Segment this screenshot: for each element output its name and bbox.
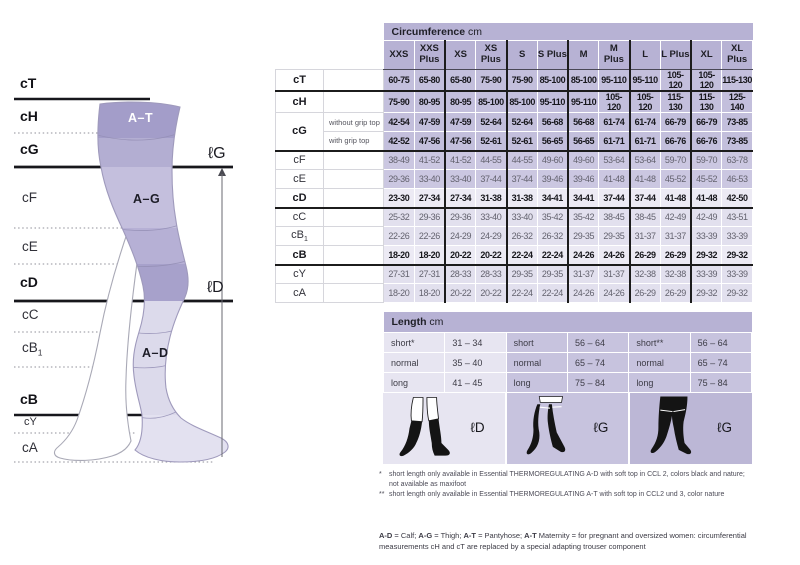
value-cell: 26-32 — [507, 227, 538, 246]
value-cell: 34-41 — [568, 189, 599, 208]
footnote: ** short length only available in Essential THERMOREGULATING A-T with soft top in CCL2 und 3, color nature — [379, 490, 725, 498]
value-cell: 63-78 — [722, 151, 753, 170]
value-cell: 29-36 — [445, 208, 476, 227]
value-cell: 35-42 — [537, 208, 568, 227]
value-cell: 38-45 — [630, 208, 661, 227]
value-cell: 24-29 — [445, 227, 476, 246]
row-sublabel-cC — [324, 208, 384, 227]
table-row-cT — [276, 70, 753, 92]
length-label-cell: long — [629, 373, 690, 393]
size-header-l: L — [630, 41, 661, 70]
value-cell: 80-95 — [414, 91, 445, 113]
value-cell: 37-44 — [476, 170, 507, 189]
value-cell: 39-46 — [568, 170, 599, 189]
length-marker-lD: ℓD — [207, 279, 224, 296]
value-cell: 61-74 — [630, 113, 661, 132]
value-cell: 47-56 — [445, 132, 476, 151]
table-row-cC — [276, 208, 753, 227]
value-cell: 42-52 — [384, 132, 415, 151]
value-cell: 41-52 — [445, 151, 476, 170]
region-label-AD: A–D — [142, 346, 169, 360]
size-header-xs-plus: XS Plus — [476, 41, 507, 70]
value-cell: 52-64 — [507, 113, 538, 132]
measure-label-cA: cA — [22, 440, 38, 455]
value-cell: 95-110 — [568, 91, 599, 113]
value-cell: 22-26 — [384, 227, 415, 246]
value-cell: 75-90 — [507, 70, 538, 92]
value-cell: 105-120 — [599, 91, 630, 113]
value-cell: 22-24 — [537, 246, 568, 265]
value-cell: 29-32 — [691, 246, 722, 265]
value-cell: 42-49 — [691, 208, 722, 227]
value-cell: 59-70 — [691, 151, 722, 170]
value-cell: 65-80 — [414, 70, 445, 92]
value-cell: 29-35 — [507, 265, 538, 284]
length-row — [384, 373, 752, 393]
value-cell: 28-33 — [445, 265, 476, 284]
value-cell: 85-100 — [568, 70, 599, 92]
size-header-xl: XL — [691, 41, 722, 70]
size-header-xxs-plus: XXS Plus — [414, 41, 445, 70]
value-cell: 28-33 — [476, 265, 507, 284]
value-cell: 29-32 — [691, 284, 722, 303]
value-cell: 45-52 — [691, 170, 722, 189]
value-cell: 61-71 — [599, 132, 630, 151]
value-cell: 24-29 — [476, 227, 507, 246]
value-cell: 95-110 — [599, 70, 630, 92]
value-cell: 65-80 — [445, 70, 476, 92]
value-cell: 23-30 — [384, 189, 415, 208]
value-cell: 56-68 — [537, 113, 568, 132]
row-label-cB: cB — [276, 246, 324, 265]
length-value-cell: 31 – 34 — [445, 333, 506, 353]
length-label-cell: normal — [506, 353, 567, 373]
table-row-cH — [276, 91, 753, 113]
value-cell: 105-120 — [660, 70, 691, 92]
row-label-cD: cD — [276, 189, 324, 208]
value-cell: 31-37 — [630, 227, 661, 246]
value-cell: 46-53 — [722, 170, 753, 189]
value-cell: 39-46 — [537, 170, 568, 189]
size-header-xs: XS — [445, 41, 476, 70]
value-cell: 42-49 — [660, 208, 691, 227]
value-cell: 115-130 — [691, 91, 722, 113]
value-cell: 24-26 — [599, 284, 630, 303]
value-cell: 27-31 — [414, 265, 445, 284]
value-cell: 60-75 — [384, 70, 415, 92]
value-cell: 20-22 — [476, 246, 507, 265]
value-cell: 61-71 — [630, 132, 661, 151]
value-cell: 41-48 — [691, 189, 722, 208]
value-cell: 26-29 — [660, 284, 691, 303]
value-cell: 59-70 — [660, 151, 691, 170]
length-label-cell: long — [384, 373, 445, 393]
length-value-cell: 65 – 74 — [567, 353, 628, 373]
value-cell: 26-32 — [537, 227, 568, 246]
value-cell: 33-40 — [445, 170, 476, 189]
size-header-m: M — [568, 41, 599, 70]
table-row-cD — [276, 189, 753, 208]
value-cell: 73-85 — [722, 132, 753, 151]
value-cell: 56-65 — [537, 132, 568, 151]
value-cell: 22-24 — [537, 284, 568, 303]
value-cell: 20-22 — [445, 284, 476, 303]
value-cell: 105-120 — [691, 70, 722, 92]
row-sublabel-cB — [324, 246, 384, 265]
value-cell: 56-68 — [568, 113, 599, 132]
value-cell: 18-20 — [414, 246, 445, 265]
value-cell: 53-64 — [599, 151, 630, 170]
row-label-cG-without-grip-top: cG — [276, 113, 324, 151]
value-cell: 37-44 — [599, 189, 630, 208]
footnote: * short length only available in Essential THERMOREGULATING A-D with soft top in CCL 2, colors black and nature; not available as maxifoot — [379, 471, 745, 488]
size-header-s-plus: S Plus — [537, 41, 568, 70]
value-cell: 66-76 — [660, 132, 691, 151]
size-header-s: S — [507, 41, 538, 70]
measure-label-cG: cG — [20, 141, 39, 157]
value-cell: 29-36 — [384, 170, 415, 189]
measure-label-cT: cT — [20, 75, 37, 91]
row-sublabel-cH — [324, 91, 384, 113]
length-image-pantyhose — [630, 393, 752, 464]
length-style-illustrations — [383, 393, 752, 464]
length-value-cell: 75 – 84 — [567, 373, 628, 393]
value-cell: 18-20 — [384, 246, 415, 265]
value-cell: 85-100 — [507, 91, 538, 113]
value-cell: 26-29 — [630, 246, 661, 265]
value-cell: 27-31 — [384, 265, 415, 284]
size-header-xl-plus: XL Plus — [722, 41, 753, 70]
region-label-AG: A–G — [133, 192, 161, 206]
row-sublabel-cE — [324, 170, 384, 189]
length-label-cell: short* — [384, 333, 445, 353]
value-cell: 37-44 — [630, 189, 661, 208]
value-cell: 66-76 — [691, 132, 722, 151]
length-label-cell: long — [506, 373, 567, 393]
value-cell: 47-56 — [414, 132, 445, 151]
value-cell: 24-26 — [568, 284, 599, 303]
value-cell: 22-26 — [414, 227, 445, 246]
row-sublabel-cT — [324, 70, 384, 92]
value-cell: 26-29 — [660, 246, 691, 265]
value-cell: 61-74 — [599, 113, 630, 132]
size-header-xxs: XXS — [384, 41, 415, 70]
value-cell: 29-32 — [722, 284, 753, 303]
value-cell: 29-36 — [414, 208, 445, 227]
value-cell: 42-54 — [384, 113, 415, 132]
value-cell: 105-120 — [630, 91, 661, 113]
value-cell: 41-48 — [660, 189, 691, 208]
value-cell: 66-79 — [660, 113, 691, 132]
value-cell: 33-40 — [414, 170, 445, 189]
value-cell: 24-26 — [568, 246, 599, 265]
footnotes — [379, 470, 755, 499]
row-sublabel-cF — [324, 151, 384, 170]
length-row — [384, 353, 752, 373]
knee-sock-silhouette-icon — [393, 396, 455, 461]
value-cell: 52-61 — [476, 132, 507, 151]
size-header-m-plus: M Plus — [599, 41, 630, 70]
measure-label-cH: cH — [20, 108, 38, 124]
measure-label-cB1: $cB_1$ — [22, 340, 43, 358]
value-cell: 25-32 — [384, 208, 415, 227]
value-cell: 125-140 — [722, 91, 753, 113]
length-measure-line — [218, 168, 226, 457]
value-cell: 31-38 — [476, 189, 507, 208]
value-cell: 18-20 — [384, 284, 415, 303]
length-label-cell: short** — [629, 333, 690, 353]
value-cell: 24-26 — [599, 246, 630, 265]
value-cell: 38-45 — [599, 208, 630, 227]
leg-diagram-illustration — [0, 0, 268, 530]
value-cell: 75-90 — [476, 70, 507, 92]
length-title: Length cm — [384, 312, 752, 333]
value-cell: 32-38 — [630, 265, 661, 284]
table-row-cG-without-grip-top — [276, 113, 753, 132]
value-cell: 44-55 — [476, 151, 507, 170]
row-sublabel-cA — [324, 284, 384, 303]
value-cell: 31-37 — [660, 227, 691, 246]
value-cell: 41-48 — [630, 170, 661, 189]
row-label-cE: cE — [276, 170, 324, 189]
value-cell: 32-38 — [660, 265, 691, 284]
row-sublabel-cD — [324, 189, 384, 208]
thigh-stocking-silhouette-icon — [517, 396, 579, 461]
value-cell: 26-29 — [630, 284, 661, 303]
row-label-cB1: $cB_1$ — [276, 227, 324, 246]
value-cell: 47-59 — [445, 113, 476, 132]
region-label-AT: A–T — [128, 111, 154, 125]
back-leg-shape — [54, 222, 145, 460]
value-cell: 22-24 — [507, 284, 538, 303]
circumference-table — [275, 23, 753, 303]
length-label-cell: normal — [629, 353, 690, 373]
value-cell: 37-44 — [507, 170, 538, 189]
length-image-thigh — [507, 393, 629, 464]
value-cell: 33-39 — [722, 265, 753, 284]
value-cell: 35-42 — [568, 208, 599, 227]
length-value-cell: 35 – 40 — [445, 353, 506, 373]
table-row-cB — [276, 246, 753, 265]
value-cell: 45-52 — [660, 170, 691, 189]
value-cell: 20-22 — [476, 284, 507, 303]
value-cell: 43-51 — [722, 208, 753, 227]
length-image-label: ℓG — [717, 420, 733, 435]
table-row-cB1 — [276, 227, 753, 246]
table-row-cG-with-grip-top — [276, 132, 753, 151]
leg-measurement-diagram — [0, 0, 268, 565]
table-row-cA — [276, 284, 753, 303]
length-image-label: ℓD — [470, 420, 485, 435]
value-cell: 49-60 — [537, 151, 568, 170]
length-value-cell: 56 – 64 — [567, 333, 628, 353]
value-cell: 41-48 — [599, 170, 630, 189]
row-sublabel-cG-with-grip-top: with grip top — [324, 132, 384, 151]
length-table — [383, 312, 752, 393]
measure-label-cB: cB — [20, 391, 38, 407]
value-cell: 42-50 — [722, 189, 753, 208]
value-cell: 95-110 — [537, 91, 568, 113]
value-cell: 75-90 — [384, 91, 415, 113]
length-value-cell: 75 – 84 — [690, 373, 751, 393]
length-row — [384, 333, 752, 353]
value-cell: 31-37 — [599, 265, 630, 284]
length-value-cell: 65 – 74 — [690, 353, 751, 373]
measure-label-cC: cC — [22, 307, 39, 322]
value-cell: 33-40 — [476, 208, 507, 227]
measure-label-cD: cD — [20, 274, 38, 290]
circumference-title: Circumference cm — [384, 23, 753, 41]
value-cell: 80-95 — [445, 91, 476, 113]
value-cell: 73-85 — [722, 113, 753, 132]
length-image-label: ℓG — [593, 420, 609, 435]
value-cell: 49-60 — [568, 151, 599, 170]
value-cell: 33-39 — [722, 227, 753, 246]
table-row-cF — [276, 151, 753, 170]
value-cell: 95-110 — [630, 70, 661, 92]
length-label-cell: short — [506, 333, 567, 353]
value-cell: 29-35 — [599, 227, 630, 246]
length-label-cell: normal — [384, 353, 445, 373]
pantyhose-silhouette-icon — [640, 396, 702, 461]
row-label-cH: cH — [276, 91, 324, 113]
length-value-cell: 41 – 45 — [445, 373, 506, 393]
value-cell: 47-59 — [414, 113, 445, 132]
value-cell: 66-79 — [691, 113, 722, 132]
value-cell: 29-35 — [568, 227, 599, 246]
value-cell: 31-37 — [568, 265, 599, 284]
size-header-l-plus: L Plus — [660, 41, 691, 70]
value-cell: 85-100 — [476, 91, 507, 113]
value-cell: 115-130 — [722, 70, 753, 92]
value-cell: 52-61 — [507, 132, 538, 151]
row-label-cC: cC — [276, 208, 324, 227]
value-cell: 33-40 — [507, 208, 538, 227]
garment-type-legend: A-D = Calf; A-G = Thigh; A-T = Pantyhose; A-T Maternity = for pregnant and oversized women: circumferential measurements cH and cT are replaced by a special adapting trouser component — [379, 531, 747, 551]
value-cell: 31-38 — [507, 189, 538, 208]
value-cell: 33-39 — [691, 265, 722, 284]
row-sublabel-cY — [324, 265, 384, 284]
value-cell: 41-52 — [414, 151, 445, 170]
value-cell: 52-64 — [476, 113, 507, 132]
value-cell: 53-64 — [630, 151, 661, 170]
value-cell: 85-100 — [537, 70, 568, 92]
value-cell: 18-20 — [414, 284, 445, 303]
length-marker-lG: ℓG — [208, 145, 226, 162]
measure-label-cF: cF — [22, 190, 37, 205]
value-cell: 56-65 — [568, 132, 599, 151]
value-cell: 29-32 — [722, 246, 753, 265]
value-cell: 33-39 — [691, 227, 722, 246]
row-label-cY: cY — [276, 265, 324, 284]
value-cell: 22-24 — [507, 246, 538, 265]
row-sublabel-cG-without-grip-top: without grip top — [324, 113, 384, 132]
measure-label-cE: cE — [22, 239, 38, 254]
row-sublabel-cB1 — [324, 227, 384, 246]
value-cell: 44-55 — [507, 151, 538, 170]
length-image-calf — [383, 393, 505, 464]
value-cell: 20-22 — [445, 246, 476, 265]
measure-label-cY: cY — [24, 416, 37, 428]
table-row-cE — [276, 170, 753, 189]
value-cell: 115-130 — [660, 91, 691, 113]
row-label-cA: cA — [276, 284, 324, 303]
value-cell: 29-35 — [537, 265, 568, 284]
value-cell: 34-41 — [537, 189, 568, 208]
length-value-cell: 56 – 64 — [690, 333, 751, 353]
value-cell: 38-49 — [384, 151, 415, 170]
value-cell: 27-34 — [445, 189, 476, 208]
table-row-cY — [276, 265, 753, 284]
row-label-cF: cF — [276, 151, 324, 170]
value-cell: 27-34 — [414, 189, 445, 208]
row-label-cT: cT — [276, 70, 324, 92]
